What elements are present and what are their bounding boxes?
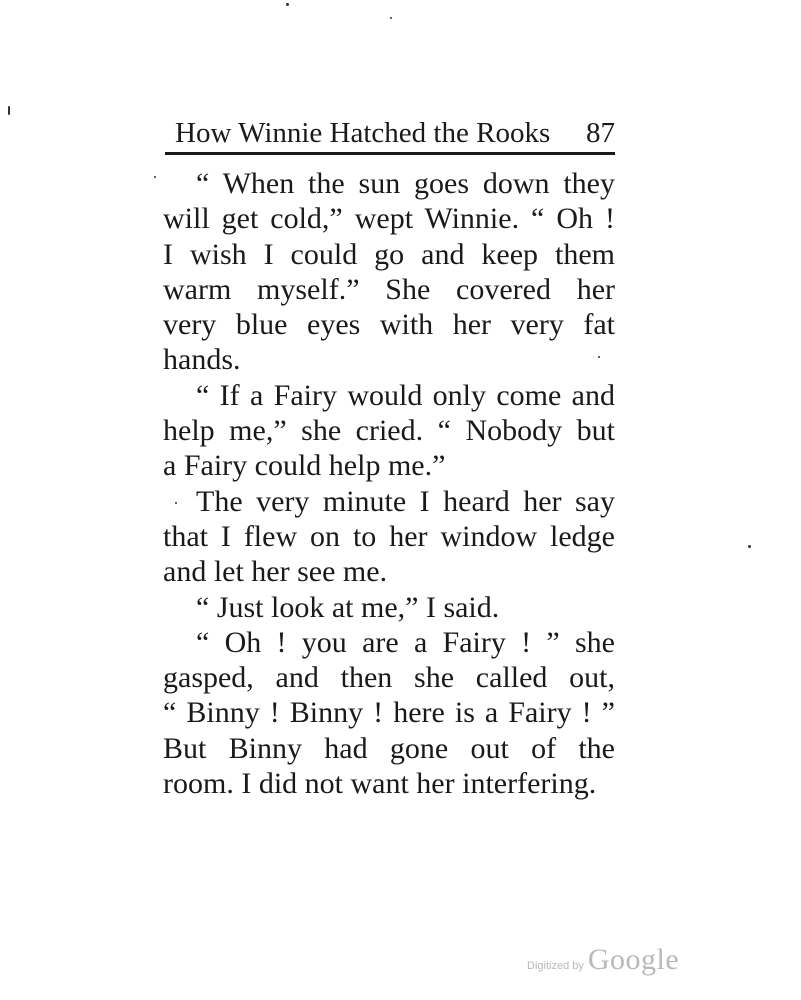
chapter-title: How Winnie Hatched the Rooks bbox=[175, 117, 551, 149]
page-number: 87 bbox=[586, 117, 615, 149]
text-line: warm myself.” She covered her bbox=[163, 272, 615, 306]
text-line: very blue eyes with her very fat bbox=[163, 308, 615, 342]
text-line: room. I did not want her interfering. bbox=[163, 767, 597, 801]
text-line: “ If a Fairy would only come and bbox=[196, 378, 615, 412]
google-logo: Google bbox=[587, 943, 680, 976]
text-line: that I flew on to her window ledge bbox=[163, 519, 615, 553]
text-line: help me,” she cried. “ Nobody but bbox=[163, 414, 615, 448]
scan-speck bbox=[598, 356, 600, 358]
text-line: “ Binny ! Binny ! here is a Fairy ! ” bbox=[163, 696, 615, 730]
header-rule bbox=[165, 152, 615, 155]
running-head bbox=[175, 113, 615, 153]
digitized-watermark bbox=[527, 943, 679, 977]
scan-speck bbox=[154, 176, 156, 178]
watermark-prefix: Digitized by bbox=[527, 960, 584, 972]
text-line: hands. bbox=[163, 343, 241, 377]
text-line: But Binny had gone out of the bbox=[163, 731, 615, 765]
text-line: will get cold,” wept Winnie. “ Oh ! bbox=[163, 202, 615, 236]
scan-speck bbox=[286, 3, 289, 6]
scan-speck bbox=[390, 17, 392, 19]
body-text bbox=[163, 166, 615, 801]
text-line: and let her see me. bbox=[163, 555, 388, 589]
scan-speck bbox=[748, 545, 751, 548]
text-line: “ Oh ! you are a Fairy ! ” she bbox=[196, 625, 615, 659]
text-line: The very minute I heard her say bbox=[196, 484, 615, 518]
text-line: gasped, and then she called out, bbox=[163, 661, 615, 695]
scan-speck bbox=[175, 502, 177, 504]
text-line: “ When the sun goes down they bbox=[196, 167, 615, 200]
text-line: a Fairy could help me.” bbox=[163, 449, 446, 483]
text-line: “ Just look at me,” I said. bbox=[196, 590, 500, 624]
text-line: I wish I could go and keep them bbox=[163, 237, 615, 271]
scan-speck bbox=[8, 106, 10, 115]
